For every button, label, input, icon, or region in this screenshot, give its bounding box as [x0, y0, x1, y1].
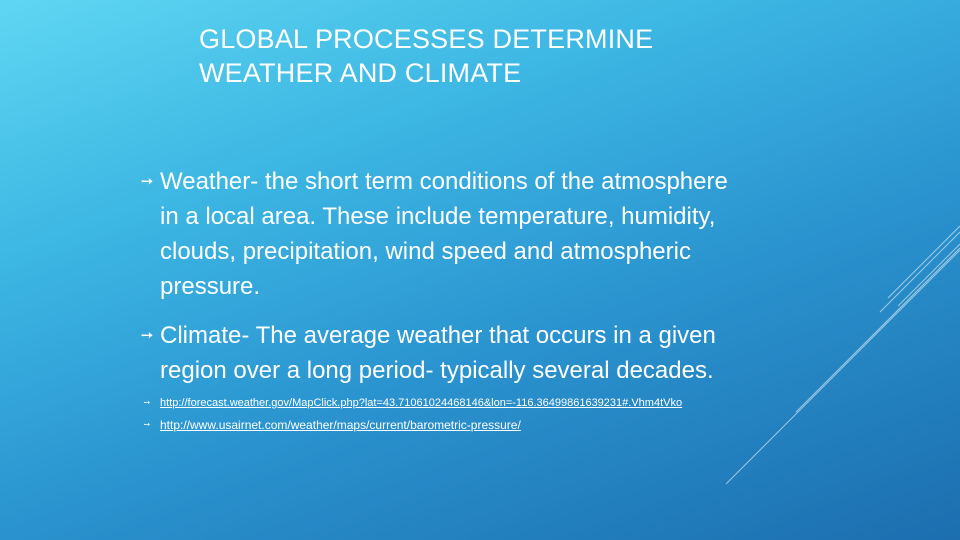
- bullet-link-usairnet: [138, 418, 838, 433]
- deco-line: [880, 232, 960, 312]
- circled-arrow-icon: ➙: [143, 420, 151, 429]
- usairnet-link[interactable]: http://www.usairnet.com/weather/maps/current/barometric-pressure/: [160, 418, 521, 432]
- circled-arrow-icon: ➙: [140, 326, 154, 344]
- forecast-link[interactable]: http://forecast.weather.gov/MapClick.php?lat=43.71061024468146&lon=-116.36499861639231#.Vhm4tVko: [160, 397, 683, 409]
- bullet-weather: [138, 164, 838, 304]
- title-line: WEATHER AND CLIMATE: [199, 58, 522, 88]
- bullet-climate: [138, 318, 838, 388]
- deco-line: [888, 226, 960, 298]
- bullet-line: Weather- the short term conditions of the atmosphere: [160, 168, 728, 195]
- title-line: GLOBAL PROCESSES DETERMINE: [199, 24, 654, 54]
- circled-arrow-icon: ➙: [140, 172, 154, 190]
- slide-title: [199, 22, 839, 90]
- bullet-list: [138, 164, 838, 433]
- circled-arrow-icon: ➙: [143, 398, 151, 407]
- bullet-line: pressure.: [160, 273, 261, 300]
- bullet-line: in a local area. These include temperature, humidity,: [160, 203, 716, 230]
- bullet-line: Climate- The average weather that occurs in a given: [160, 322, 716, 349]
- bullet-line: clouds, precipitation, wind speed and atmospheric: [160, 238, 691, 265]
- deco-line: [898, 244, 960, 306]
- bullet-link-forecast: [138, 396, 838, 410]
- bullet-line: region over a long period- typically several decades.: [160, 357, 714, 384]
